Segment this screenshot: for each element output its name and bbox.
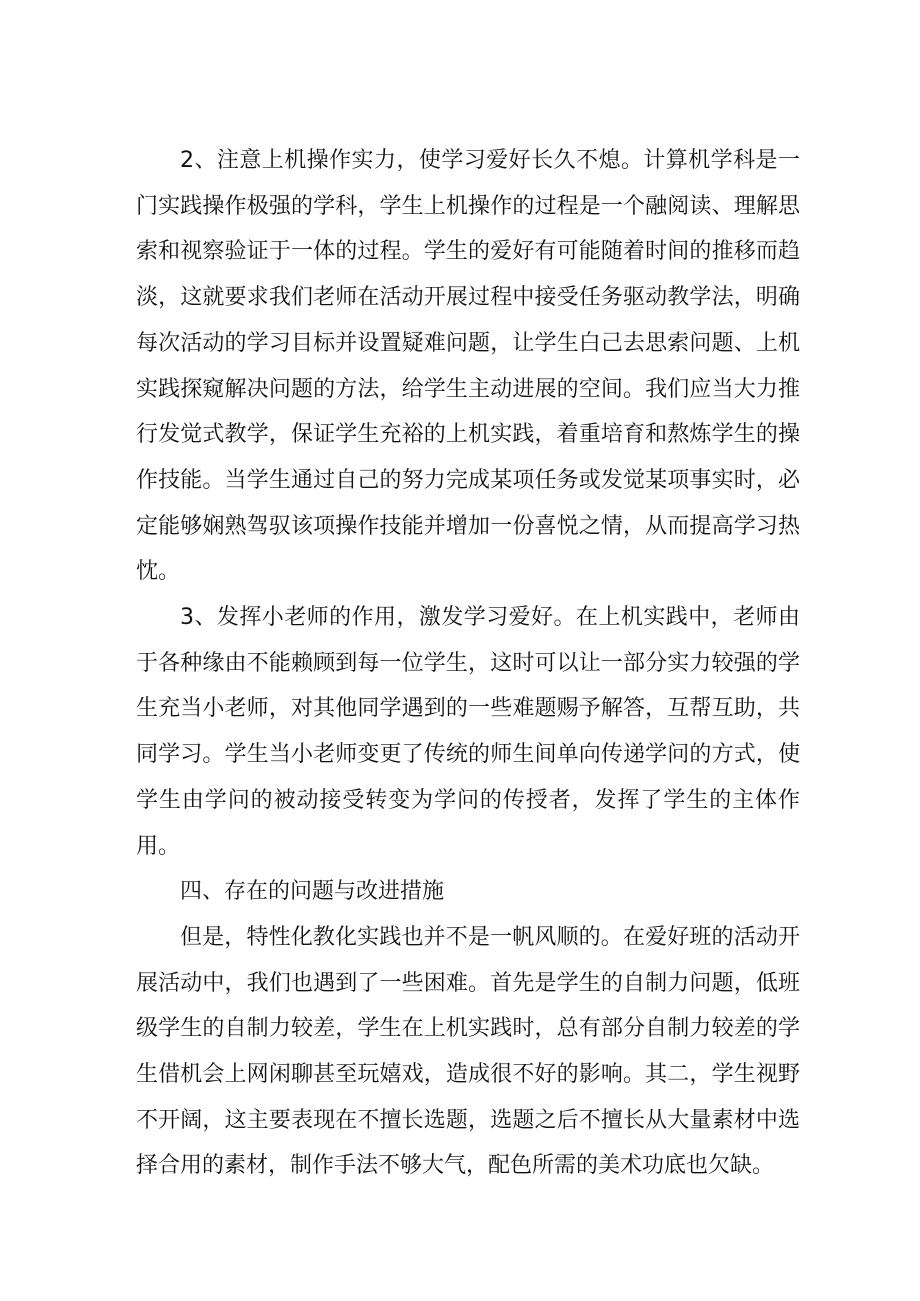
paragraph-practice-skills: 2、注意上机操作实力，使学习爱好长久不熄。计算机学科是一门实践操作极强的学科，学生上机操作的过程是一个融阅读、理解思索和视察验证于一体的过程。学生的爱好有可能随着时间的推移而趋淡，这就要求我们老师在活动开展过程中接受任务驱动教学法，明确每次活动的学习目标并设置疑难问题，让学生白己去思索问题、上机实践探窥解决问题的方法，给学生主动进展的空间。我们应当大力推行发觉式教学，保证学生充裕的上机实践，着重培育和熬炼学生的操作技能。当学生通过自己的努力完成某项任务或发觉某项事实时，必定能够娴熟驾驭该项操作技能并增加一份喜悦之情，从而提高学习热忱。 xyxy=(136,148,800,585)
document-body xyxy=(136,138,800,1189)
section-heading-problems: 四、存在的问题与改进措施 xyxy=(180,879,445,905)
paragraph-difficulties: 但是，特性化教化实践也并不是一帆风顺的。在爱好班的活动开展活动中，我们也遇到了一些困难。首先是学生的自制力问题，低班级学生的自制力较差，学生在上机实践时，总有部分自制力较差的学生借机会上网闲聊甚至玩嬉戏，造成很不好的影响。其二，学生视野不开阔，这主要表现在不擅长选题，选题之后不擅长从大量素材中选择合用的素材，制作手法不够大气，配色所需的美术功底也欠缺。 xyxy=(136,924,800,1179)
paragraph-little-teacher: 3、发挥小老师的作用，激发学习爱好。在上机实践中，老师由于各种缘由不能赖顾到每一位学生，这时可以让一部分实力较强的学生充当小老师，对其他同学遇到的一些难题赐予解答，互帮互助，共同学习。学生当小老师变更了传统的师生间单向传递学问的方式，使学生由学问的被动接受转变为学问的传授者，发挥了学生的主体作用。 xyxy=(136,605,800,859)
